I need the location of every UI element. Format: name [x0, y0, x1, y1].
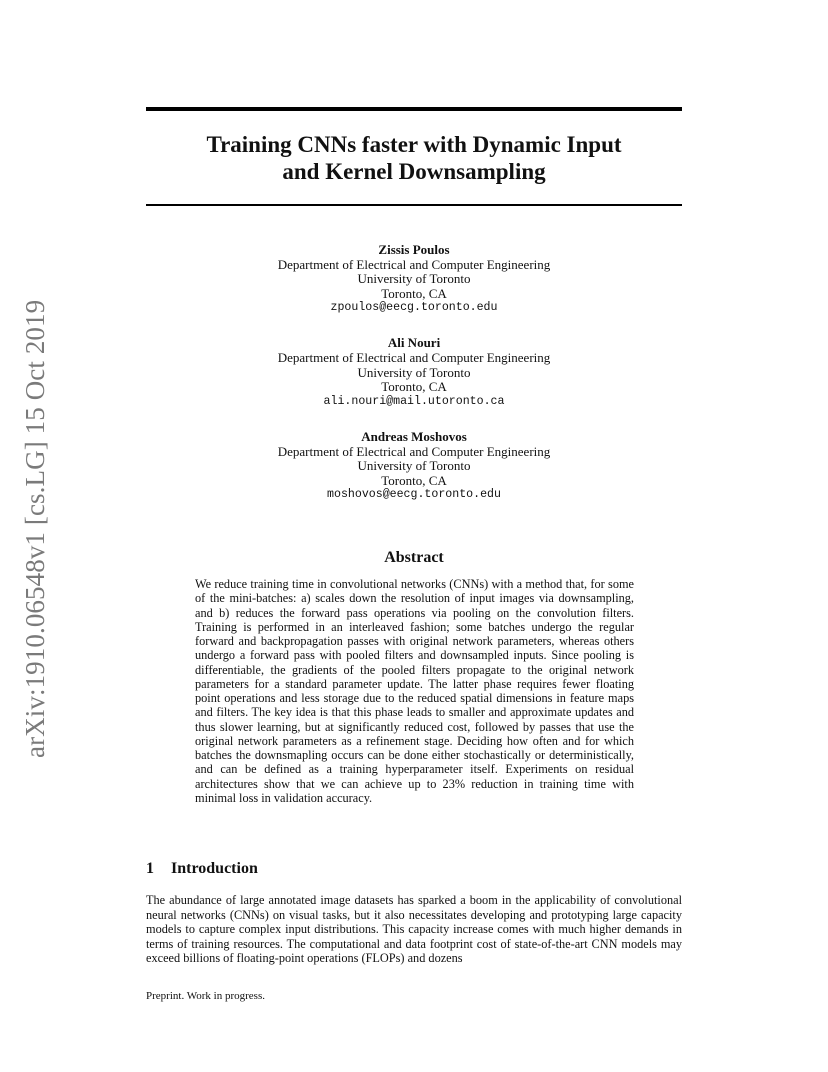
title-bottom-rule — [146, 204, 682, 206]
author-block — [146, 430, 682, 503]
author-department: Department of Electrical and Computer Engineering — [277, 256, 551, 272]
author-location: Toronto, CA — [381, 379, 447, 395]
author-email[interactable]: ali.nouri@mail.utoronto.ca — [323, 394, 505, 408]
section-title: Introduction — [171, 860, 258, 877]
author-name: Zissis Poulos — [378, 242, 450, 257]
introduction-text: The abundance of large annotated image datasets has sparked a boom in the applicability of convolutional neural networks (CNNs) on visual tasks, but it also necessitates developing and prototyping large capacity models to capture complex input distributions. This capacity increase comes with much higher demands in terms of training resources. The computational and data footprint cost of state-of-the-art CNN models may exceed billions of floating-point operations (FLOPs) and dozens — [146, 893, 682, 966]
footer-note: Preprint. Work in progress. — [146, 990, 265, 1002]
author-name: Andreas Moshovos — [361, 428, 467, 444]
arxiv-stamp: arXiv:1910.06548v1 [cs.LG] 15 Oct 2019 — [20, 299, 50, 758]
author-university: University of Toronto — [357, 458, 471, 474]
section-heading-introduction — [146, 860, 258, 878]
author-location: Toronto, CA — [381, 285, 447, 301]
section-number: 1 — [146, 860, 154, 877]
abstract-text: We reduce training time in convolutional networks (CNNs) with a method that, for some of the mini-batches: a) scales down the resolution of input images via downsampling, and b) reduces the forward pass operations via pooling on the convolution filters. Training is performed in an interleaved fashion; some batches undergo the regular forward and backpropagation passes with original network parameters, whereas others undergo a forward pass with pooled filters and downsampled inputs. Since pooling is differentiable, the gradients of the pooled filters propagate to the original network parameters for a standard parameter update. The latter phase requires fewer floating point operations and less storage due to the reduced spatial dimensions in feature maps and filters. The key idea is that this phase leads to smaller and approximate updates and thus slower learning, but at significantly reduced cost, followed by passes that use the original network parameters as a refinement stage. Deciding how often and for which batches the downsmapling occurs can be done either stochastically or deterministically, and can be defined as a training hyperparameter itself. Experiments on residual architectures show that we can achieve up to 23% reduction in training time with minimal loss in validation accuracy. — [195, 577, 634, 805]
author-department: Department of Electrical and Computer Engineering — [277, 350, 551, 366]
paper-title — [146, 131, 682, 185]
author-block — [146, 243, 682, 316]
author-location: Toronto, CA — [381, 472, 447, 488]
author-university: University of Toronto — [357, 271, 471, 287]
title-top-rule — [146, 107, 682, 111]
title-line-2: and Kernel Downsampling — [282, 159, 546, 184]
author-block — [146, 336, 682, 409]
author-name: Ali Nouri — [387, 335, 441, 351]
title-line-1: Training CNNs faster with Dynamic Input — [206, 132, 622, 157]
author-list — [146, 243, 682, 523]
abstract-heading: Abstract — [384, 549, 444, 566]
author-email[interactable]: moshovos@eecg.toronto.edu — [327, 488, 501, 502]
author-email[interactable]: zpoulos@eecg.toronto.edu — [330, 301, 498, 315]
author-department: Department of Electrical and Computer Engineering — [277, 443, 551, 459]
author-university: University of Toronto — [357, 364, 471, 380]
